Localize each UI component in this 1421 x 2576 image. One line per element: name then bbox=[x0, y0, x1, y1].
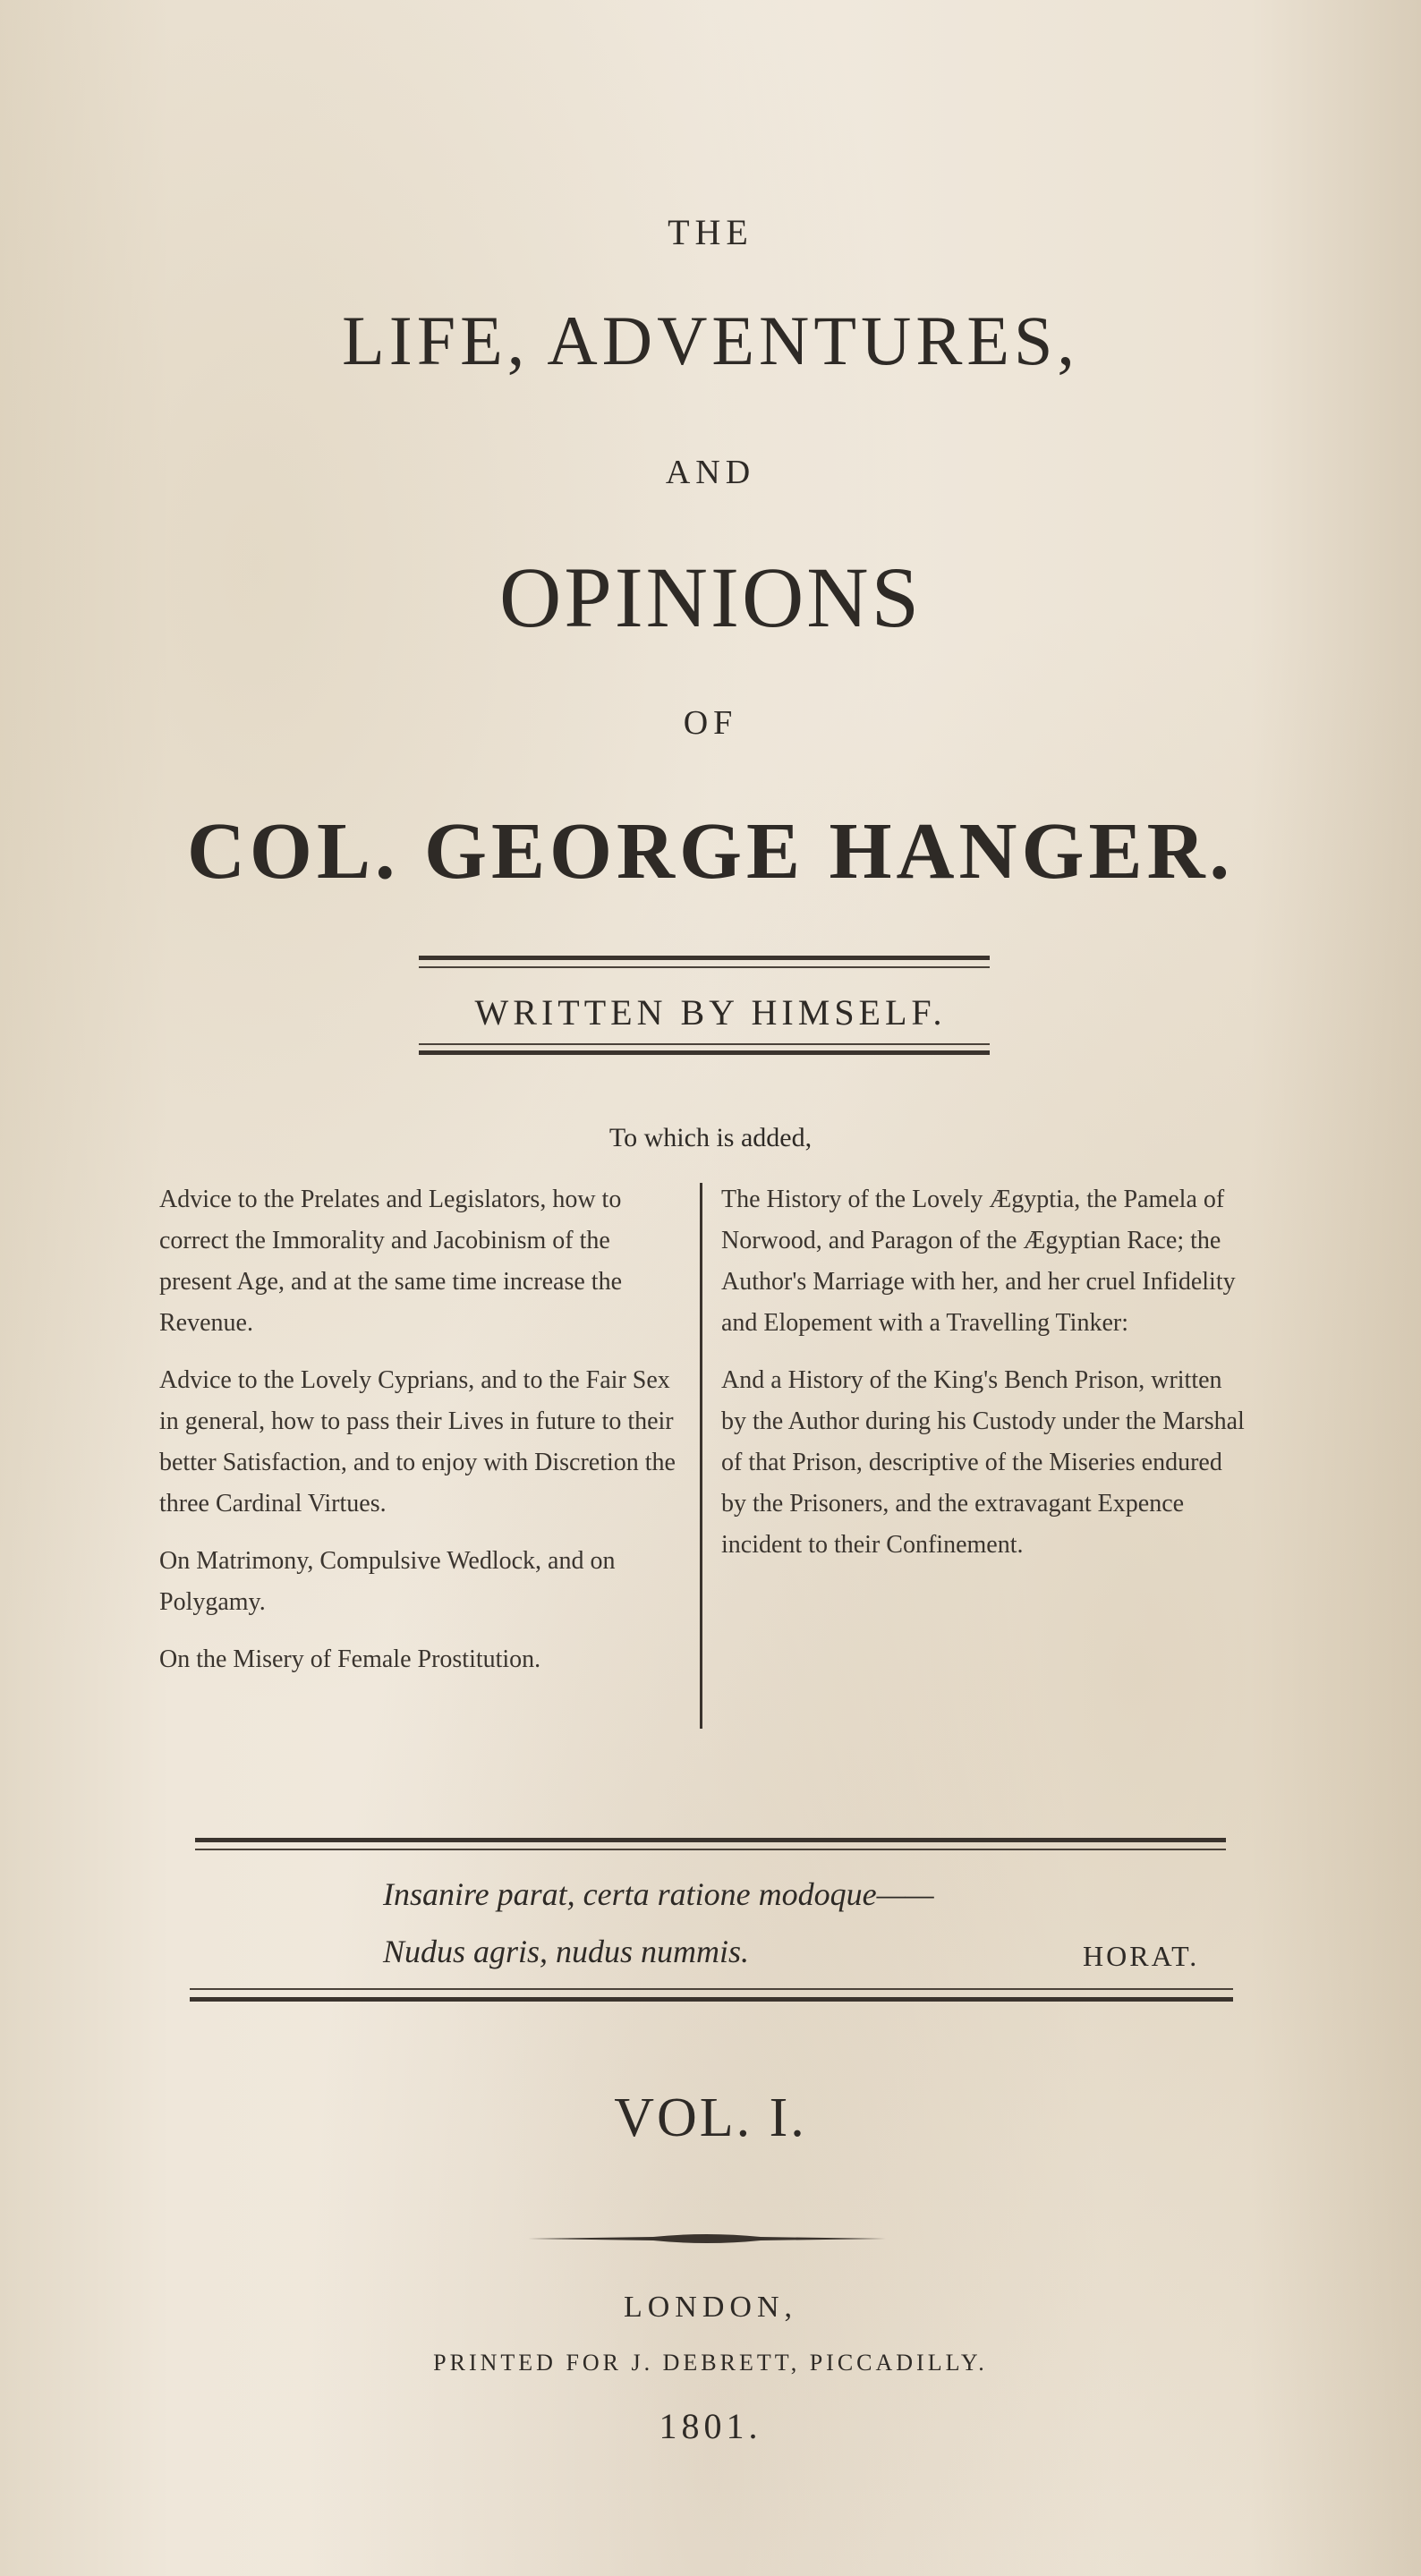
motto-rule-top-thin bbox=[195, 1849, 1226, 1850]
byline-rule-bottom-thin bbox=[419, 1043, 990, 1045]
byline-rule-top-thin bbox=[419, 966, 990, 968]
motto-rule-bottom-thick bbox=[190, 1997, 1233, 2002]
motto-line-2: Nudus agris, nudus nummis. bbox=[383, 1934, 750, 1969]
contents-left-item: On the Misery of Female Prostitution. bbox=[159, 1645, 541, 1673]
volume-number: VOL. I. bbox=[614, 2087, 807, 2148]
contents-left-item: On Matrimony, Compulsive Wedlock, and on Polygamy. bbox=[159, 1547, 616, 1616]
contents-right-item: The History of the Lovely Ægyptia, the Pamela of Norwood, and Paragon of the Ægyptian Race; the Author's Marriage with her, and her cruel Infidelity and Elopement with a Travelling Tinker: bbox=[721, 1186, 1236, 1337]
title-the: THE bbox=[668, 212, 753, 252]
motto-rule-top-thick bbox=[195, 1838, 1226, 1842]
motto-line-1: Insanire parat, certa ratione modoque—— bbox=[383, 1876, 934, 1912]
title-of: OF bbox=[683, 704, 738, 742]
imprint-city: LONDON, bbox=[623, 2291, 798, 2324]
motto-rule-bottom-thin bbox=[190, 1988, 1233, 1990]
imprint-year: 1801. bbox=[659, 2406, 762, 2446]
byline-rule-top-thick bbox=[419, 956, 990, 960]
column-divider bbox=[700, 1183, 702, 1729]
contents-right-column bbox=[721, 1179, 1249, 1582]
imprint-printer: PRINTED FOR J. DEBRETT, PICCADILLY. bbox=[433, 2350, 988, 2376]
title-line-life-adventures: LIFE, ADVENTURES, bbox=[342, 302, 1079, 379]
contents-left-column bbox=[159, 1179, 680, 1696]
title-line-opinions: OPINIONS bbox=[498, 549, 923, 645]
motto-author: HORAT. bbox=[1083, 1940, 1200, 1972]
ornament-rule-icon bbox=[528, 2228, 886, 2249]
byline-rule-bottom-thick bbox=[419, 1050, 990, 1055]
title-author-name: COL. GEORGE HANGER. bbox=[186, 807, 1235, 896]
added-intro: To which is added, bbox=[608, 1123, 813, 1152]
contents-right-item: And a History of the King's Bench Prison, written by the Author during his Custody under the Marshal of that Prison, descriptive of the Miseries endured by the Prisoners, and the extravagant Expence incident to their Confinement. bbox=[721, 1366, 1245, 1559]
title-and: AND bbox=[665, 454, 756, 491]
byline: WRITTEN BY HIMSELF. bbox=[474, 992, 947, 1033]
contents-left-item: Advice to the Lovely Cyprians, and to the Fair Sex in general, how to pass their Lives in future to their better Satisfaction, and to enjoy with Discretion the three Cardinal Virtues. bbox=[159, 1366, 676, 1518]
contents-left-item: Advice to the Prelates and Legislators, how to correct the Immorality and Jacobinism of the present Age, and at the same time increase the Revenue. bbox=[159, 1186, 623, 1337]
